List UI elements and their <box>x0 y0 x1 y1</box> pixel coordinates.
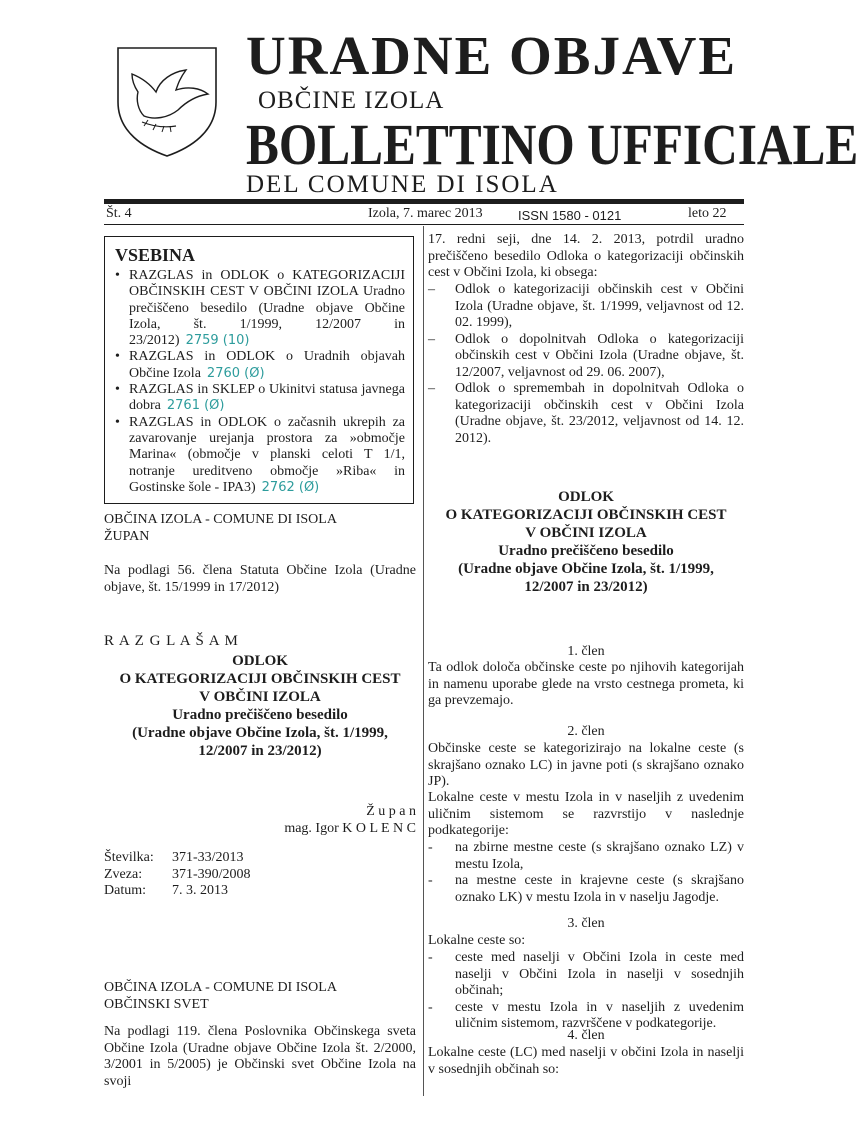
handwritten-note: 2759 (10) <box>185 333 250 349</box>
org-mayor-block <box>104 512 414 545</box>
issn: ISSN 1580 - 0121 <box>518 208 622 223</box>
announcement: R A Z G L A Š A M <box>104 633 239 649</box>
list-item: – Odlok o spremembah in dopolnitvah Odloka o kategorizaciji občinskih cest v Občini Izola (Uradne objave, št. 23/2012, veljavnost od 14. 12. 2012). <box>428 381 744 446</box>
signature-role: Ž u p a n <box>366 804 416 819</box>
article-1-text: Ta odlok določa občinske ceste po njihovih kategorijah in namenu uporabe glede na vrsto cestnega prometa, ki ga prevzemajo. <box>428 660 744 708</box>
masthead-municipality-it: DEL COMUNE DI ISOLA <box>246 171 559 198</box>
masthead-municipality-sl: OBČINE IZOLA <box>258 87 445 114</box>
article-3-heading: 3. člen <box>567 916 605 931</box>
contents-box <box>104 236 414 504</box>
list-item: – Odlok o kategorizaciji občinskih cest v Občini Izola (Uradne objave, št. 1/1999, veljavnost od 12. 02. 1999), <box>428 282 744 330</box>
intro-continuation: 17. redni seji, dne 14. 2. 2013, potrdil uradno prečiščeno besedilo Odloka o kategorizaciji občinskih cest v Občini Izola, ki obsega: <box>428 232 744 280</box>
decree-title-right: ODLOK O KATEGORIZACIJI OBČINSKIH CEST V OBČINI IZOLA Uradno prečiščeno besedilo (Uradne objave Občine Izola, št. 1/1999, 12/2007 in 23/2012) <box>445 489 727 595</box>
list-item: - ceste med naselji v Občini Izola in ceste med naselji v Občini Izola in naselji v sosednjih občinah; <box>428 950 744 998</box>
article-3-list <box>428 950 744 1033</box>
article-4-para: Lokalne ceste (LC) med naselji v občini Izola in naselji v sosednjih občinah so: <box>428 1045 744 1077</box>
ref-row: Številka: 371-33/2013 <box>104 850 244 865</box>
signature-name: mag. Igor K O L E N C <box>284 820 416 836</box>
list-item: – Odlok o dopolnitvah Odloka o kategorizaciji občinskih cest v Občini Izola (Uradne objave, št. 12/2007, veljavnost od 29. 06. 2007), <box>428 331 744 380</box>
article-3-para: Lokalne ceste so: <box>428 933 526 948</box>
article-1-heading: 1. člen <box>567 644 605 659</box>
list-item: - ceste v mestu Izola in v naseljih z uvedenim uličnim sistemom, razvrščene v podkategorije. <box>428 999 744 1031</box>
article-2-list <box>428 840 744 906</box>
ref-row: Datum: 7. 3. 2013 <box>104 883 228 898</box>
signature-block <box>200 804 416 837</box>
org-office: ŽUPAN <box>104 528 150 544</box>
org-office: OBČINSKI SVET <box>104 996 209 1012</box>
contents-item: • RAZGLAS in ODLOK o začasnih ukrepih za zavarovanje urejanja prostora za »območje Marina« (območje v planski celoti T 1/1, notranje ureditveno območje »Riba« in Gostinske šole - IPA3) 2762 (Ø) <box>115 415 405 496</box>
list-item: - na zbirne mestne ceste (s skrajšano oznako LZ) v mestu Izola, <box>428 840 744 872</box>
issue-number: Št. 4 <box>106 206 132 221</box>
org-name: OBČINA IZOLA - COMUNE DI ISOLA <box>104 980 337 995</box>
legal-basis-2: Na podlagi 119. člena Poslovnika Občinskega sveta Občine Izola (Uradne objave Občine Izola št. 2/2000, 3/2001 in 5/2005) je Občinski svet Občine Izola na svoji <box>104 1024 416 1089</box>
handwritten-note: 2762 (Ø) <box>261 479 320 495</box>
article-4-heading: 4. člen <box>567 1028 605 1043</box>
org-name: OBČINA IZOLA - COMUNE DI ISOLA <box>104 512 337 527</box>
decree-title-left: ODLOK O KATEGORIZACIJI OBČINSKIH CEST V OBČINI IZOLA Uradno prečiščeno besedilo (Uradne objave Občine Izola, št. 1/1999, 12/2007 in 23/2012) <box>119 653 401 759</box>
contents-list <box>115 268 405 496</box>
list-item: - na mestne ceste in krajevne ceste (s skrajšano oznako LK) v mestu Izola in v naselju Jagodje. <box>428 873 744 905</box>
article-2-para-1: Občinske ceste se kategorizirajo na lokalne ceste (s skrajšano oznako LC) in javne poti (s skrajšano oznako JP). <box>428 741 744 789</box>
masthead-title-it: BOLLETTINO UFFICIALE <box>246 112 858 177</box>
contents-item: • RAZGLAS in ODLOK o Uradnih objavah Občine Izola 2760 (Ø) <box>115 349 405 382</box>
column-divider <box>423 226 424 1096</box>
contents-title: VSEBINA <box>115 245 196 265</box>
reference-numbers <box>104 850 344 900</box>
handwritten-note: 2761 (Ø) <box>166 398 225 414</box>
consolidated-acts-list <box>428 282 744 447</box>
article-2-heading: 2. člen <box>567 724 605 739</box>
volume-year: leto 22 <box>688 206 727 221</box>
issue-date: Izola, 7. marec 2013 <box>368 206 483 221</box>
masthead-title-sl: URADNE OBJAVE <box>246 25 738 86</box>
handwritten-note: 2760 (Ø) <box>206 365 265 381</box>
contents-item: • RAZGLAS in SKLEP o Ukinitvi statusa javnega dobra 2761 (Ø) <box>115 382 405 415</box>
org-council-block <box>104 980 414 1013</box>
header-rule <box>104 224 744 225</box>
masthead-rule <box>104 199 744 204</box>
article-2-para-2: Lokalne ceste v mestu Izola in v naseljih z uvedenim uličnim sistemom se razvrstijo v naslednje podkategorije: <box>428 790 744 838</box>
ref-row: Zveza: 371-390/2008 <box>104 866 251 882</box>
contents-item: • RAZGLAS in ODLOK o KATEGORIZACIJI OBČINSKIH CEST V OBČINI IZOLA Uradno prečiščeno besedilo (Uradne objave Občine Izola, št. 1/1999, 12/2007 in 23/2012) 2759 (10) <box>115 268 405 349</box>
legal-basis-1: Na podlagi 56. člena Statuta Občine Izola (Uradne objave, št. 15/1999 in 17/2012) <box>104 563 416 595</box>
coat-of-arms-dove-icon <box>108 40 226 158</box>
